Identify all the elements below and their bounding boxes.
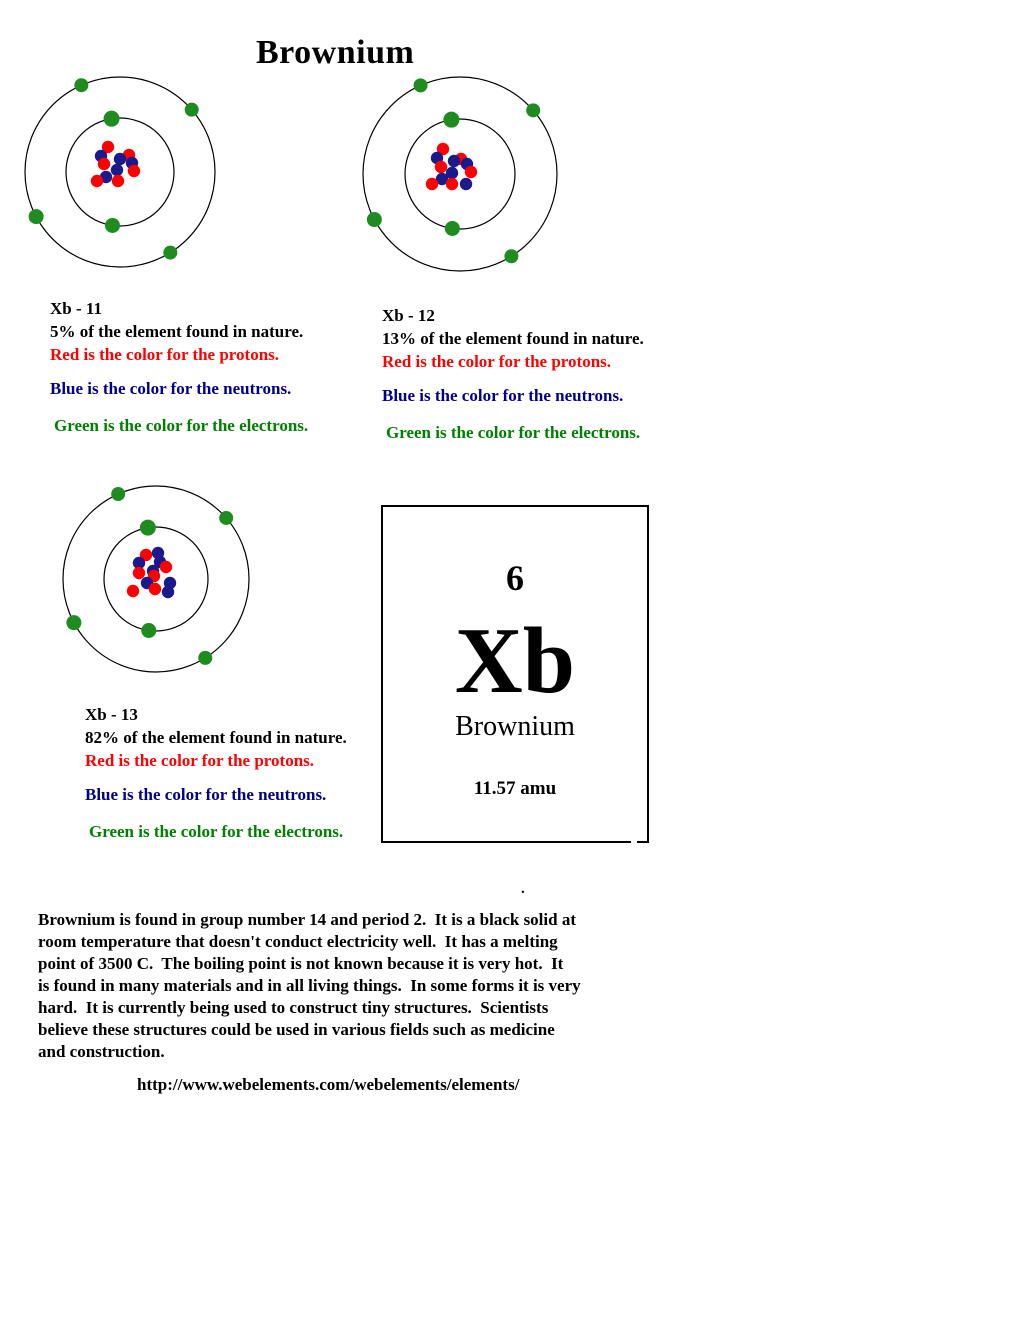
- proton-particle: [91, 175, 103, 187]
- neutron-particle: [111, 164, 123, 176]
- proton-particle: [149, 583, 161, 595]
- proton-particle: [160, 561, 172, 573]
- electron-particle: [504, 249, 518, 263]
- electron-particle: [29, 209, 44, 224]
- bohr-model-svg: [350, 64, 570, 284]
- element-name: Brownium: [455, 711, 575, 742]
- isotope-abundance: 82% of the element found in nature.: [85, 728, 347, 747]
- electron-particle: [367, 212, 382, 227]
- electron-particle: [111, 487, 125, 501]
- neutron-particle: [114, 153, 126, 165]
- legend-neutrons: Blue is the color for the neutrons.: [382, 386, 624, 405]
- electron-particle: [526, 103, 540, 117]
- electron-particle: [140, 520, 156, 536]
- electron-particle: [163, 246, 177, 260]
- card-border-gap: [631, 841, 637, 843]
- electron-particle: [141, 623, 156, 638]
- atom-diagram-xb-13: [46, 469, 266, 689]
- isotope-info-xb-13: [85, 703, 347, 843]
- legend-protons: Red is the color for the protons.: [85, 751, 315, 770]
- electron-particle: [219, 511, 233, 525]
- description-paragraph: [38, 909, 581, 1063]
- description-line: hard. It is currently being used to construct tiny structures. Scientists: [38, 998, 549, 1017]
- source-url-text: http://www.webelements.com/webelements/elements/: [137, 1075, 520, 1094]
- legend-neutrons: Blue is the color for the neutrons.: [50, 379, 292, 398]
- isotope-name: Xb - 13: [85, 705, 138, 724]
- electron-particle: [105, 218, 120, 233]
- electron-particle: [443, 112, 459, 128]
- isotope-name: Xb - 11: [50, 299, 102, 318]
- atom-diagram-xb-12: [350, 64, 570, 284]
- proton-particle: [112, 175, 124, 187]
- isotope-abundance: 13% of the element found in nature.: [382, 329, 644, 348]
- stray-period-mark: .: [521, 881, 525, 897]
- atomic-number: 6: [506, 558, 524, 598]
- atomic-mass: 11.57 amu: [473, 778, 557, 799]
- proton-particle: [98, 158, 110, 170]
- proton-particle: [426, 178, 438, 190]
- isotope-abundance: 5% of the element found in nature.: [50, 322, 304, 341]
- description-line: room temperature that doesn't conduct electricity well. It has a melting: [38, 932, 558, 951]
- neutron-particle: [448, 155, 460, 167]
- legend-protons: Red is the color for the protons.: [382, 352, 612, 371]
- proton-particle: [127, 585, 139, 597]
- proton-particle: [128, 165, 140, 177]
- atom-diagram-xb-11: [10, 62, 230, 282]
- legend-electrons: Green is the color for the electrons.: [89, 822, 344, 841]
- element-symbol: Xb: [454, 609, 576, 713]
- isotope-info-xb-12: [382, 304, 644, 444]
- bohr-model-svg: [10, 62, 230, 282]
- electron-particle: [66, 615, 81, 630]
- legend-neutrons: Blue is the color for the neutrons.: [85, 785, 327, 804]
- electron-particle: [74, 78, 88, 92]
- inner-orbit: [405, 119, 515, 229]
- isotope-name: Xb - 12: [382, 306, 435, 325]
- description-line: believe these structures could be used in various fields such as medicine: [38, 1020, 555, 1039]
- proton-particle: [446, 178, 458, 190]
- legend-electrons: Green is the color for the electrons.: [386, 423, 641, 442]
- description-line: and construction.: [38, 1042, 165, 1061]
- neutron-particle: [162, 586, 174, 598]
- element-card: [381, 505, 649, 843]
- electron-particle: [198, 651, 212, 665]
- description-line: is found in many materials and in all living things. In some forms it is very: [38, 976, 581, 995]
- description-line: point of 3500 C. The boiling point is not known because it is very hot. It: [38, 954, 564, 973]
- bohr-model-svg: [46, 469, 266, 689]
- description-line: Brownium is found in group number 14 and period 2. It is a black solid at: [38, 910, 576, 929]
- electron-particle: [445, 221, 460, 236]
- neutron-particle: [460, 178, 472, 190]
- proton-particle: [133, 567, 145, 579]
- proton-particle: [435, 161, 447, 173]
- electron-particle: [185, 103, 199, 117]
- proton-particle: [465, 166, 477, 178]
- electron-particle: [414, 78, 428, 92]
- legend-protons: Red is the color for the protons.: [50, 345, 280, 364]
- electron-particle: [104, 111, 120, 127]
- page-title: Brownium: [256, 34, 415, 71]
- isotope-info-xb-11: [50, 297, 308, 437]
- legend-electrons: Green is the color for the electrons.: [54, 416, 309, 435]
